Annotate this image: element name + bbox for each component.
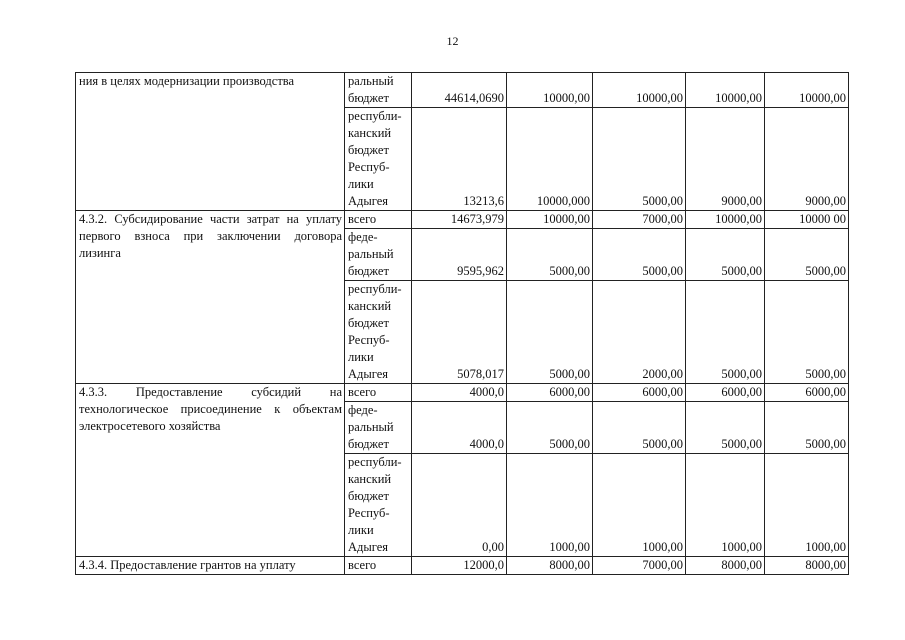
value-cell: 7000,00: [593, 211, 686, 229]
value-cell: 10000,00: [507, 211, 593, 229]
value-cell: 5000,00: [507, 229, 593, 281]
funding-source-cell: республи- канский бюджет Респуб- лики Адыгея: [345, 281, 412, 384]
budget-table: [75, 72, 849, 575]
value-cell: 5078,017: [412, 281, 507, 384]
funding-source-cell: республи- канский бюджет Респуб- лики Адыгея: [345, 454, 412, 557]
value-cell: 6000,00: [507, 384, 593, 402]
page-number: 12: [446, 34, 459, 48]
value-cell: 10000,00: [507, 73, 593, 108]
table-body: [76, 73, 849, 575]
value-cell: 5000,00: [593, 402, 686, 454]
value-cell: 8000,00: [507, 557, 593, 575]
task-cell: 4.3.3. Предоставление субсидий на технологическое присоединение к объектам электросетевого хозяйства: [76, 384, 345, 557]
value-cell: 5000,00: [765, 402, 849, 454]
value-cell: 8000,00: [686, 557, 765, 575]
value-cell: 9000,00: [765, 108, 849, 211]
value-cell: 10000,00: [593, 73, 686, 108]
funding-source-cell: всего: [345, 384, 412, 402]
value-cell: 10000,000: [507, 108, 593, 211]
table-row: [76, 211, 849, 229]
table-row: [76, 384, 849, 402]
value-cell: 14673,979: [412, 211, 507, 229]
value-cell: 13213,6: [412, 108, 507, 211]
value-cell: 5000,00: [686, 229, 765, 281]
value-cell: 5000,00: [765, 281, 849, 384]
funding-source-cell: всего: [345, 211, 412, 229]
value-cell: 5000,00: [507, 281, 593, 384]
value-cell: 5000,00: [507, 402, 593, 454]
funding-source-cell: республи- канский бюджет Респуб- лики Адыгея: [345, 108, 412, 211]
value-cell: 6000,00: [765, 384, 849, 402]
value-cell: 5000,00: [686, 281, 765, 384]
value-cell: 10000,00: [686, 73, 765, 108]
value-cell: 7000,00: [593, 557, 686, 575]
value-cell: 6000,00: [593, 384, 686, 402]
value-cell: 5000,00: [593, 229, 686, 281]
value-cell: 1000,00: [507, 454, 593, 557]
value-cell: 5000,00: [593, 108, 686, 211]
value-cell: 5000,00: [686, 402, 765, 454]
value-cell: 9000,00: [686, 108, 765, 211]
funding-source-cell: ральный бюджет: [345, 73, 412, 108]
funding-source-cell: феде- ральный бюджет: [345, 229, 412, 281]
value-cell: 1000,00: [593, 454, 686, 557]
value-cell: 5000,00: [765, 229, 849, 281]
value-cell: 0,00: [412, 454, 507, 557]
task-cell: 4.3.2. Субсидирование части затрат на уплату первого взноса при заключении договора лизинга: [76, 211, 345, 384]
value-cell: 44614,0690: [412, 73, 507, 108]
table-row: [76, 73, 849, 108]
value-cell: 4000,0: [412, 384, 507, 402]
value-cell: 6000,00: [686, 384, 765, 402]
value-cell: 8000,00: [765, 557, 849, 575]
value-cell: 10000,00: [765, 73, 849, 108]
table-row: [76, 557, 849, 575]
task-cell: 4.3.4. Предоставление грантов на уплату: [76, 557, 345, 575]
value-cell: 12000,0: [412, 557, 507, 575]
funding-source-cell: феде- ральный бюджет: [345, 402, 412, 454]
value-cell: 10000 00: [765, 211, 849, 229]
task-cell: ния в целях модернизации производства: [76, 73, 345, 211]
value-cell: 4000,0: [412, 402, 507, 454]
funding-source-cell: всего: [345, 557, 412, 575]
value-cell: 10000,00: [686, 211, 765, 229]
value-cell: 1000,00: [765, 454, 849, 557]
value-cell: 9595,962: [412, 229, 507, 281]
value-cell: 1000,00: [686, 454, 765, 557]
value-cell: 2000,00: [593, 281, 686, 384]
